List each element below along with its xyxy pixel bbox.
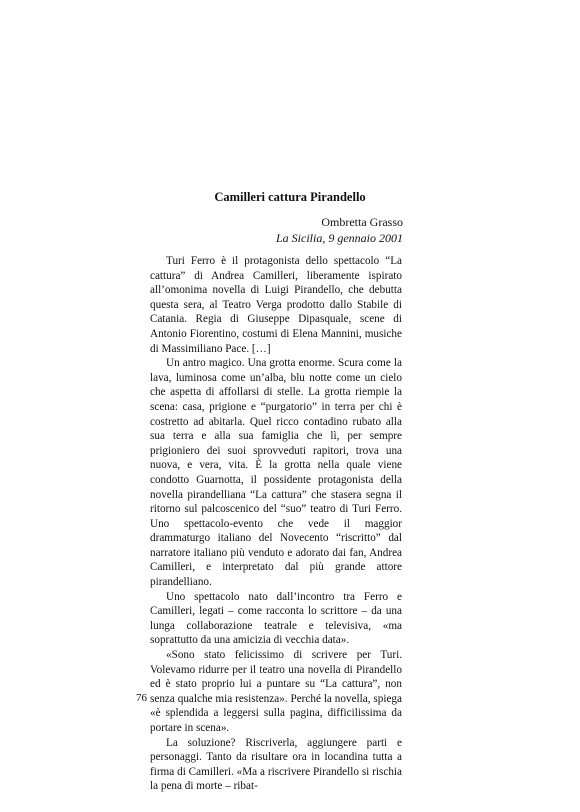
byline: [276, 214, 403, 246]
article-title: Camilleri cattura Pirandello: [214, 190, 366, 204]
article-author: Ombretta Grasso: [321, 215, 403, 229]
paragraph: Un antro magico. Una grotta enorme. Scura come la lava, luminosa come un’alba, blu notte come un cielo che aspetta di affollarsi di stelle. La grotta riempie la scena: casa, prigione e “purgatorio” in terra per chi è costretto ad abitarla. Quel ricco contadino rubato alla sua terra e alla sua famiglia che lì, per sempre prigioniero dei suoi sprovveduti rapitori, trova una nuova, e vera, vita. È la grotta nella quale viene condotto Guarnotta, il possidente protagonista della novella pirandelliana “La cattura” che stasera segna il ritorno sul palcoscenico del “suo” teatro di Turi Ferro. Uno spettacolo-evento che vede il maggior drammaturgo italiano del Novecento “riscritto” dal narratore italiano più venduto e adorato dai fan, Andrea Camilleri, e interpretato dal più grande attore pirandelliano.: [150, 357, 402, 589]
paragraph: Uno spettacolo nato dall’incontro tra Ferro e Camilleri, legati – come racconta lo scrittore – da una lunga collaborazione teatrale e televisiva, «ma soprattutto da una amicizia di vecchia data».: [150, 590, 402, 647]
paragraph: La soluzione? Riscriverla, aggiungere parti e personaggi. Tanto da risultare ora in locandina tutta a firma di Camilleri. «Ma a riscrivere Pirandello si rischia la pena di morte – ribat-: [150, 736, 402, 793]
paragraph: «Sono stato felicissimo di scrivere per Turi. Volevamo ridurre per il teatro una novella di Pirandello ed è stato proprio lui a puntare su “La cattura”, non senza qualche mia resistenza». Perché la novella, spiega «è splendida a leggersi sulla pagina, difficilissima da portare in scena».: [150, 649, 402, 734]
article-body: [150, 254, 402, 794]
page-number: 76: [136, 692, 147, 704]
article-source: La Sicilia, 9 gennaio 2001: [276, 231, 403, 245]
paragraph: Turi Ferro è il protagonista dello spettacolo “La cattura” di Andrea Camilleri, liberamente ispirato all’omonima novella di Luigi Pirandello, che debutta questa sera, al Teatro Verga prodotto dallo Stabile di Catania. Regia di Giuseppe Dipasquale, scene di Antonio Fiorentino, costumi di Elena Mannini, musiche di Massimiliano Pace. […]: [150, 255, 402, 355]
